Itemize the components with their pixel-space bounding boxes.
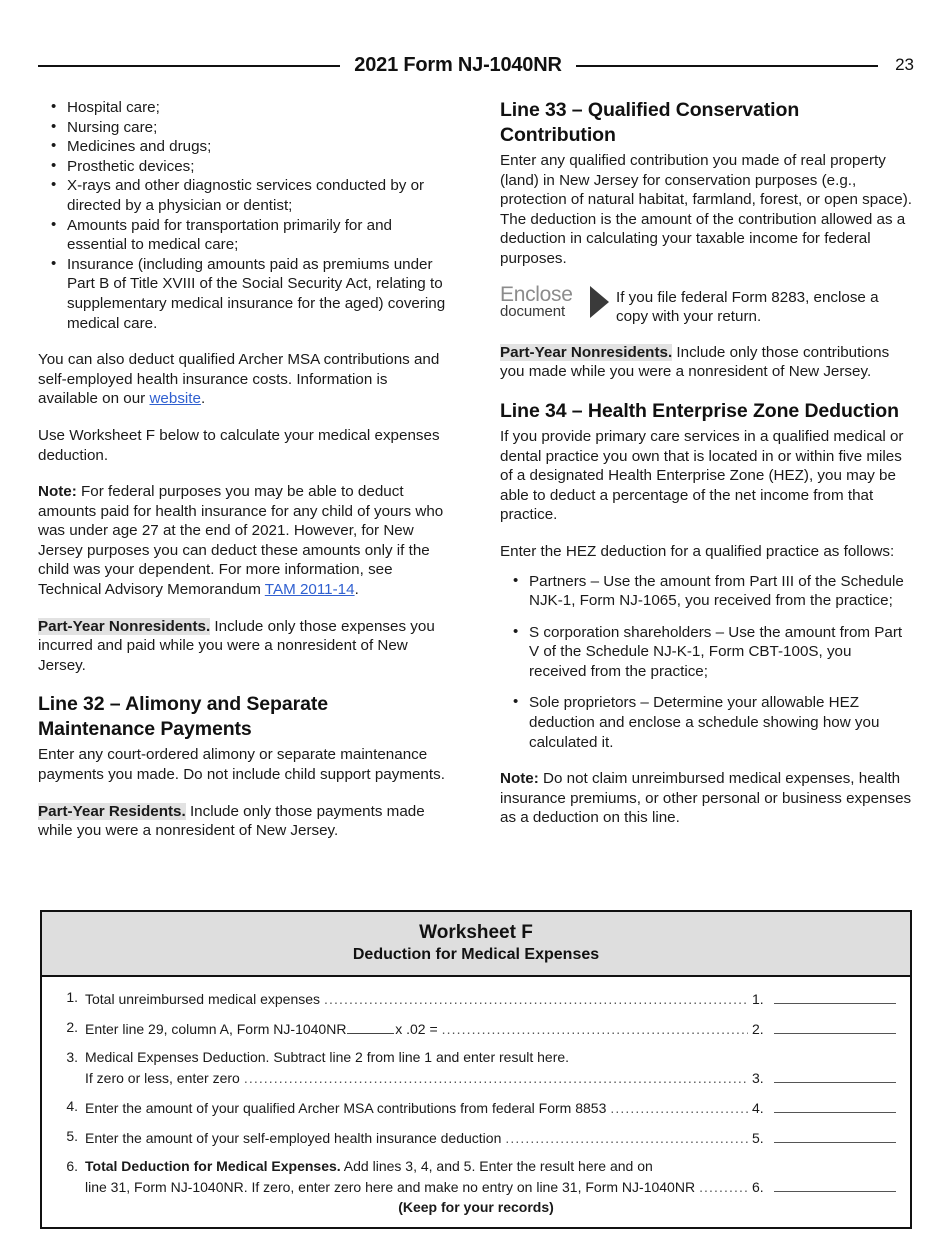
dot-leader bbox=[442, 1020, 748, 1039]
arrow-right-icon bbox=[590, 286, 609, 318]
worksheet-row-6 bbox=[56, 1157, 896, 1197]
medical-expenses-bullet-list bbox=[38, 98, 450, 333]
worksheet-answer-blank-4[interactable] bbox=[774, 1097, 896, 1113]
line-33-paragraph: Enter any qualified contribution you made of real property (land) in New Jersey for conservation purposes (e.g., protection of natural habitat, farmland, forest, or open space). The deduction is the amount of the contribution allowed as a deduction in calculating your taxable income for federal purposes. bbox=[500, 152, 912, 267]
worksheet-f bbox=[40, 910, 912, 1229]
worksheet-row-number: 5. bbox=[66, 1128, 78, 1144]
worksheet-body bbox=[42, 977, 910, 1227]
part-year-nonresidents-medical-paragraph bbox=[38, 617, 450, 676]
worksheet-row-label: Total unreimbursed medical expenses bbox=[85, 991, 321, 1007]
line-34-heading: Line 34 – Health Enterprise Zone Deduction bbox=[500, 399, 899, 422]
worksheet-answer-blank-3[interactable] bbox=[774, 1067, 896, 1083]
header-rule-left bbox=[38, 65, 340, 67]
worksheet-row-bold-lead: Total Deduction for Medical Expenses. bbox=[85, 1158, 341, 1174]
line-32-paragraph: Enter any court-ordered alimony or separate maintenance payments you made. Do not include child support payments. bbox=[38, 746, 445, 784]
part-year-nonresidents-text: Include only those expenses you incurred and paid while you were a nonresident of New Jersey. bbox=[38, 617, 435, 674]
worksheet-row-label-before-blank: Enter line 29, column A, Form NJ-1040NR bbox=[85, 1021, 347, 1037]
header-rule-right bbox=[576, 65, 878, 67]
website-link[interactable]: website bbox=[149, 390, 201, 408]
worksheet-row-5 bbox=[56, 1127, 896, 1148]
worksheet-inline-blank-line29[interactable] bbox=[347, 1020, 394, 1034]
list-item: • Prosthetic devices; bbox=[38, 157, 450, 177]
worksheet-answer-number: 6. bbox=[752, 1179, 764, 1195]
worksheet-f-intro-paragraph: Use Worksheet F below to calculate your medical expenses deduction. bbox=[38, 426, 440, 464]
tam-2011-14-link[interactable]: TAM 2011-14 bbox=[264, 581, 355, 599]
archer-msa-paragraph bbox=[38, 350, 450, 409]
part-year-residents-label: Part-Year Residents. bbox=[38, 802, 186, 820]
dot-leader bbox=[505, 1129, 748, 1148]
list-item: • X-rays and other diagnostic services conducted by or directed by a physician or dentist; bbox=[38, 176, 450, 215]
enclose-document-icon bbox=[500, 282, 604, 326]
worksheet-row-label-line-2: line 31, Form NJ-1040NR. If zero, enter zero here and make no entry on line 31, Form NJ-1040NR bbox=[85, 1179, 696, 1195]
worksheet-answer-blank-1[interactable] bbox=[774, 988, 896, 1004]
list-item: • Hospital care; bbox=[38, 98, 450, 118]
hez-intro-paragraph: Enter the HEZ deduction for a qualified practice as follows: bbox=[500, 542, 895, 560]
list-item: • Partners – Use the amount from Part III of the Schedule NJK-1, Form NJ-1065, you received from the practice; bbox=[500, 572, 912, 611]
worksheet-row-number: 1. bbox=[66, 989, 78, 1005]
line-32-heading: Line 32 – Alimony and Separate Maintenance Payments bbox=[38, 693, 328, 741]
enclose-logo-line-2: document bbox=[500, 302, 566, 320]
worksheet-keep-note: (Keep for your records) bbox=[398, 1199, 554, 1215]
worksheet-answer-number: 5. bbox=[752, 1130, 764, 1146]
note-text-before-link: For federal purposes you may be able to deduct amounts paid for health insurance for any child of yours who was under age 27 at the end of 2021. However, for New Jersey purposes you can deduct these amounts only if the child was your dependent. For more information, see Technical Advisory Memorandum bbox=[38, 483, 444, 599]
worksheet-title: Worksheet F bbox=[419, 922, 533, 943]
left-column bbox=[38, 98, 450, 858]
note-text-after-link: . bbox=[354, 581, 359, 599]
dot-leader bbox=[699, 1178, 748, 1197]
worksheet-row-1 bbox=[56, 988, 896, 1009]
worksheet-row-number: 4. bbox=[66, 1098, 78, 1114]
part-year-nonresidents-label: Part-Year Nonresidents. bbox=[38, 617, 211, 635]
list-item: • S corporation shareholders – Use the amount from Part V of the Schedule NJ-K-1, Form CBT-100S, you received from the practice; bbox=[500, 623, 912, 682]
archer-text-after-link: . bbox=[200, 390, 206, 408]
page-header bbox=[38, 48, 914, 82]
line-34-paragraph: If you provide primary care services in a qualified medical or dental practice you own that is located in or within five miles of a designated Health Enterprise Zone (HEZ), you may be able to deduct a percentage of the net income from that practice. bbox=[500, 427, 904, 524]
worksheet-row-number: 3. bbox=[66, 1049, 78, 1065]
page-title: 2021 Form NJ-1040NR bbox=[354, 53, 562, 76]
list-item: • Amounts paid for transportation primarily for and essential to medical care; bbox=[38, 216, 450, 255]
right-column bbox=[500, 98, 912, 845]
note-text: Do not claim unreimbursed medical expenses, health insurance premiums, or other personal or business expenses as a deduction on this line. bbox=[500, 770, 912, 827]
worksheet-row-label-line-1 bbox=[85, 1157, 896, 1176]
federal-child-insurance-note bbox=[38, 482, 450, 600]
worksheet-row-label-line-1: Medical Expenses Deduction. Subtract line 2 from line 1 and enter result here. bbox=[85, 1049, 570, 1065]
part-year-residents-text: Include only those payments made while you were a nonresident of New Jersey. bbox=[38, 802, 425, 840]
line-34-note-paragraph bbox=[500, 769, 912, 828]
worksheet-answer-number: 1. bbox=[752, 991, 764, 1007]
worksheet-row-line-1-rest: Add lines 3, 4, and 5. Enter the result here and on bbox=[340, 1158, 653, 1174]
worksheet-answer-blank-2[interactable] bbox=[774, 1018, 896, 1034]
worksheet-row-number: 6. bbox=[66, 1158, 78, 1174]
worksheet-row-2 bbox=[56, 1018, 896, 1039]
worksheet-row-label: Enter the amount of your qualified Archer MSA contributions from federal Form 8853 bbox=[85, 1100, 607, 1116]
archer-text-before-link: You can also deduct qualified Archer MSA contributions and self-employed health insurance costs. Information is available on our bbox=[38, 351, 440, 408]
worksheet-row-label-after-blank: x .02 = bbox=[395, 1021, 438, 1037]
list-item: • Nursing care; bbox=[38, 118, 450, 138]
enclose-document-text: If you file federal Form 8283, enclose a copy with your return. bbox=[616, 288, 879, 326]
enclose-logo-line-1: Enclose bbox=[500, 282, 573, 306]
enclose-document-callout bbox=[500, 282, 912, 327]
dot-leader bbox=[610, 1099, 748, 1118]
dot-leader bbox=[244, 1069, 748, 1088]
note-label: Note: bbox=[38, 483, 77, 501]
hez-bullet-list bbox=[500, 572, 912, 753]
worksheet-answer-number: 3. bbox=[752, 1070, 764, 1086]
worksheet-row-number: 2. bbox=[66, 1019, 78, 1035]
worksheet-row-label-line-2: If zero or less, enter zero bbox=[85, 1070, 240, 1086]
list-item: • Sole proprietors – Determine your allowable HEZ deduction and enclose a schedule showing how you calculated it. bbox=[500, 693, 912, 752]
part-year-nonresidents-text: Include only those contributions you made while you were a nonresident of New Jersey. bbox=[500, 343, 890, 381]
list-item: • Insurance (including amounts paid as premiums under Part B of Title XVIII of the Social Security Act, relating to supplementary medical insurance for the aged) covering medical care. bbox=[38, 255, 450, 333]
worksheet-subtitle: Deduction for Medical Expenses bbox=[352, 946, 600, 963]
dot-leader bbox=[324, 990, 748, 1009]
worksheet-row-4 bbox=[56, 1097, 896, 1118]
worksheet-row-label: Enter the amount of your self-employed health insurance deduction bbox=[85, 1130, 502, 1146]
worksheet-answer-blank-5[interactable] bbox=[774, 1127, 896, 1143]
worksheet-answer-blank-6[interactable] bbox=[774, 1176, 896, 1192]
part-year-nonresidents-conservation-paragraph bbox=[500, 343, 912, 382]
worksheet-answer-number: 2. bbox=[752, 1021, 764, 1037]
list-item: • Medicines and drugs; bbox=[38, 137, 450, 157]
line-33-heading: Line 33 – Qualified Conservation Contribution bbox=[500, 99, 800, 146]
worksheet-header bbox=[42, 912, 910, 977]
note-label: Note: bbox=[500, 770, 539, 788]
page-number: 23 bbox=[895, 55, 915, 74]
worksheet-answer-number: 4. bbox=[752, 1100, 764, 1116]
part-year-residents-alimony-paragraph bbox=[38, 802, 450, 841]
worksheet-row-3 bbox=[56, 1048, 896, 1088]
part-year-nonresidents-label: Part-Year Nonresidents. bbox=[500, 343, 673, 361]
